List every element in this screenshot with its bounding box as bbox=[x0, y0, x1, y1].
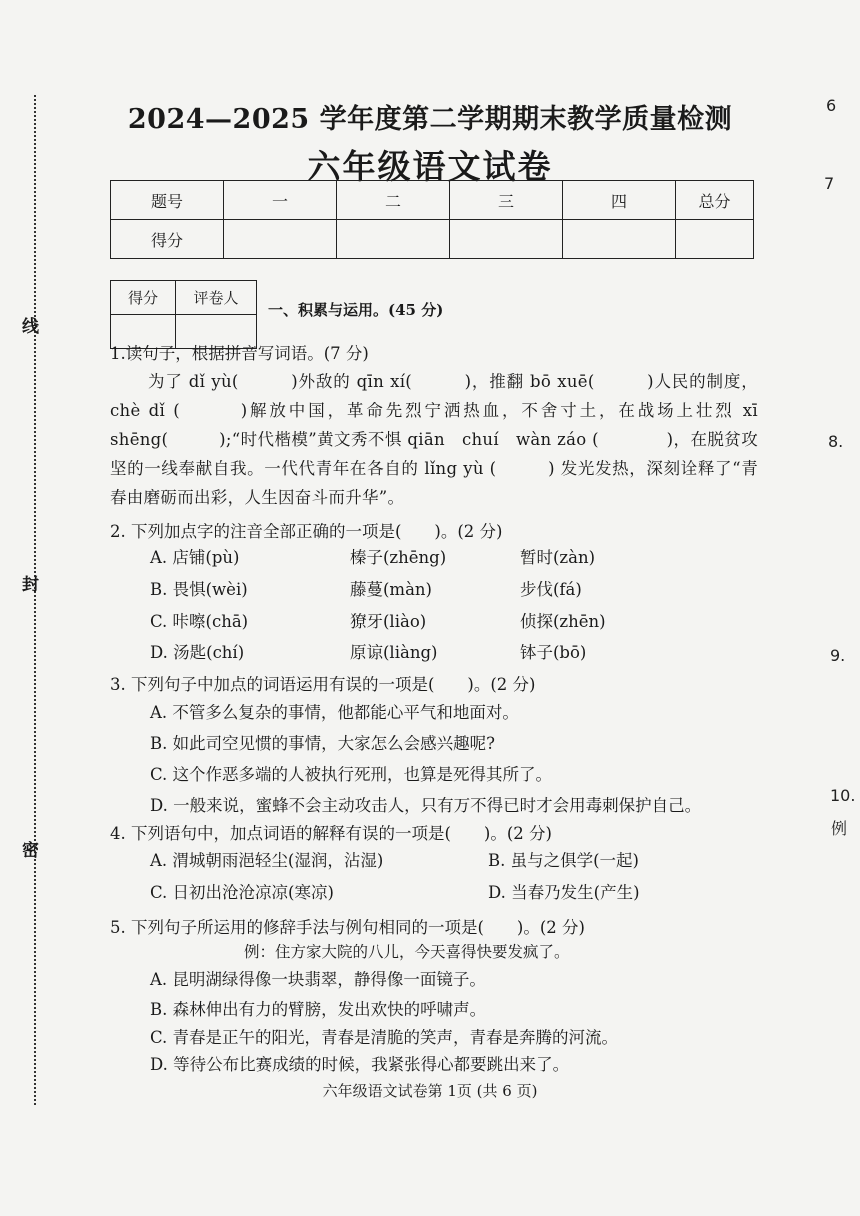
q5-option-a: A. 昆明湖绿得像一块翡翠，静得像一面镜子。 bbox=[150, 970, 486, 989]
score-cell: 四 bbox=[563, 181, 676, 220]
q3-option-c: C. 这个作恶多端的人被执行死刑，也算是死得其所了。 bbox=[150, 765, 553, 784]
score-cell: 二 bbox=[337, 181, 450, 220]
score-input-cell[interactable] bbox=[676, 220, 754, 259]
right-page-num-7: 7 bbox=[824, 174, 835, 193]
section-title: 一、积累与运用。(45 分) bbox=[268, 301, 444, 319]
score-cell: 得分 bbox=[111, 220, 224, 259]
q2-option-d-3: 钵子(bō) bbox=[520, 643, 587, 662]
score-input-cell[interactable] bbox=[450, 220, 563, 259]
page-footer: 六年级语文试卷第 1页 (共 6 页) bbox=[322, 1082, 538, 1100]
question-5-stem: 5. 下列句子所运用的修辞手法与例句相同的一项是( )。(2 分) bbox=[110, 918, 585, 937]
binding-char-feng: 封 bbox=[22, 575, 39, 595]
right-page-num-9: 9. bbox=[830, 646, 846, 665]
right-page-num-8: 8. bbox=[828, 432, 844, 451]
q2-option-a-1: A. 店铺(pù) bbox=[150, 548, 240, 567]
question-4-stem: 4. 下列语句中，加点词语的解释有误的一项是( )。(2 分) bbox=[110, 824, 552, 843]
score-table bbox=[110, 180, 754, 259]
score-input-cell[interactable] bbox=[337, 220, 450, 259]
q4-option-b: B. 虽与之俱学(一起) bbox=[488, 851, 639, 870]
grader-cell: 得分 bbox=[111, 281, 176, 315]
score-cell: 题号 bbox=[111, 181, 224, 220]
question-2-stem: 2. 下列加点字的注音全部正确的一项是( )。(2 分) bbox=[110, 522, 503, 541]
q4-option-d: D. 当春乃发生(产生) bbox=[488, 883, 640, 902]
score-input-cell[interactable] bbox=[224, 220, 337, 259]
q5-option-d: D. 等待公布比赛成绩的时候，我紧张得心都要跳出来了。 bbox=[150, 1055, 570, 1074]
score-cell: 总分 bbox=[676, 181, 754, 220]
q2-option-b-3: 步伐(fá) bbox=[520, 580, 582, 599]
question-1-stem: 1.读句子，根据拼音写词语。(7 分) bbox=[110, 344, 369, 363]
exam-subtitle: 六年级语文试卷 bbox=[307, 147, 553, 186]
score-cell: 一 bbox=[224, 181, 337, 220]
q2-option-b-1: B. 畏惧(wèi) bbox=[150, 580, 248, 599]
right-page-num-6: 6 bbox=[826, 96, 837, 115]
q2-option-b-2: 藤蔓(màn) bbox=[350, 580, 432, 599]
q4-option-c: C. 日初出沧沧凉凉(寒凉) bbox=[150, 883, 334, 902]
q2-option-c-2: 獠牙(liào) bbox=[350, 612, 427, 631]
exam-title: 2024—2025 学年度第二学期期末教学质量检测 bbox=[127, 104, 733, 135]
q5-option-b: B. 森林伸出有力的臂膀，发出欢快的呼啸声。 bbox=[150, 1000, 487, 1019]
q3-option-b: B. 如此司空见惯的事情，大家怎么会感兴趣呢? bbox=[150, 734, 495, 753]
right-page-num-10: 10. bbox=[830, 786, 856, 805]
q5-example: 例：住方家大院的八儿，今天喜得快要发疯了。 bbox=[244, 943, 570, 961]
score-table-score-row bbox=[111, 220, 754, 259]
q3-option-d: D. 一般来说，蜜蜂不会主动攻击人，只有万不得已时才会用毒刺保护自己。 bbox=[150, 796, 702, 815]
score-table-header-row bbox=[111, 181, 754, 220]
q2-option-a-3: 暂时(zàn) bbox=[520, 548, 596, 567]
grader-table bbox=[110, 280, 257, 349]
binding-dotted-line bbox=[34, 95, 36, 1105]
q2-option-d-1: D. 汤匙(chí) bbox=[150, 643, 245, 662]
binding-char-mi: 密 bbox=[22, 841, 39, 861]
right-page-example-char: 例 bbox=[831, 819, 848, 838]
question-1-body: 为了 dǐ yù( )外敌的 qīn xí( )，推翻 bō xuē( )人民的制度，chè dǐ ( )解放中国，革命先烈宁洒热血，不舍寸土，在战场上壮烈 xī shēng( );“时代楷模”黄文秀不惧 qiān chuí wàn záo ( )，在脱贫攻坚的一线奉献自我。一代代青年在各自的 lǐng yù ( ) 发光发热，深刻诠释了“青春由磨砺而出彩，人生因奋斗而升华”。 bbox=[110, 372, 758, 507]
q3-option-a: A. 不管多么复杂的事情，他都能心平气和地面对。 bbox=[150, 703, 519, 722]
q2-option-c-3: 侦探(zhēn) bbox=[520, 612, 606, 631]
q2-option-a-2: 榛子(zhēng) bbox=[350, 548, 447, 567]
score-input-cell[interactable] bbox=[563, 220, 676, 259]
question-3-stem: 3. 下列句子中加点的词语运用有误的一项是( )。(2 分) bbox=[110, 675, 536, 694]
q2-option-d-2: 原谅(liàng) bbox=[350, 643, 438, 662]
q2-option-c-1: C. 咔嚓(chā) bbox=[150, 612, 249, 631]
q5-option-c: C. 青春是正午的阳光，青春是清脆的笑声，青春是奔腾的河流。 bbox=[150, 1028, 619, 1047]
grader-cell: 评卷人 bbox=[176, 281, 257, 315]
binding-char-xian: 线 bbox=[22, 317, 39, 337]
score-cell: 三 bbox=[450, 181, 563, 220]
q4-option-a: A. 渭城朝雨浥轻尘(湿润，沾湿) bbox=[150, 851, 384, 870]
